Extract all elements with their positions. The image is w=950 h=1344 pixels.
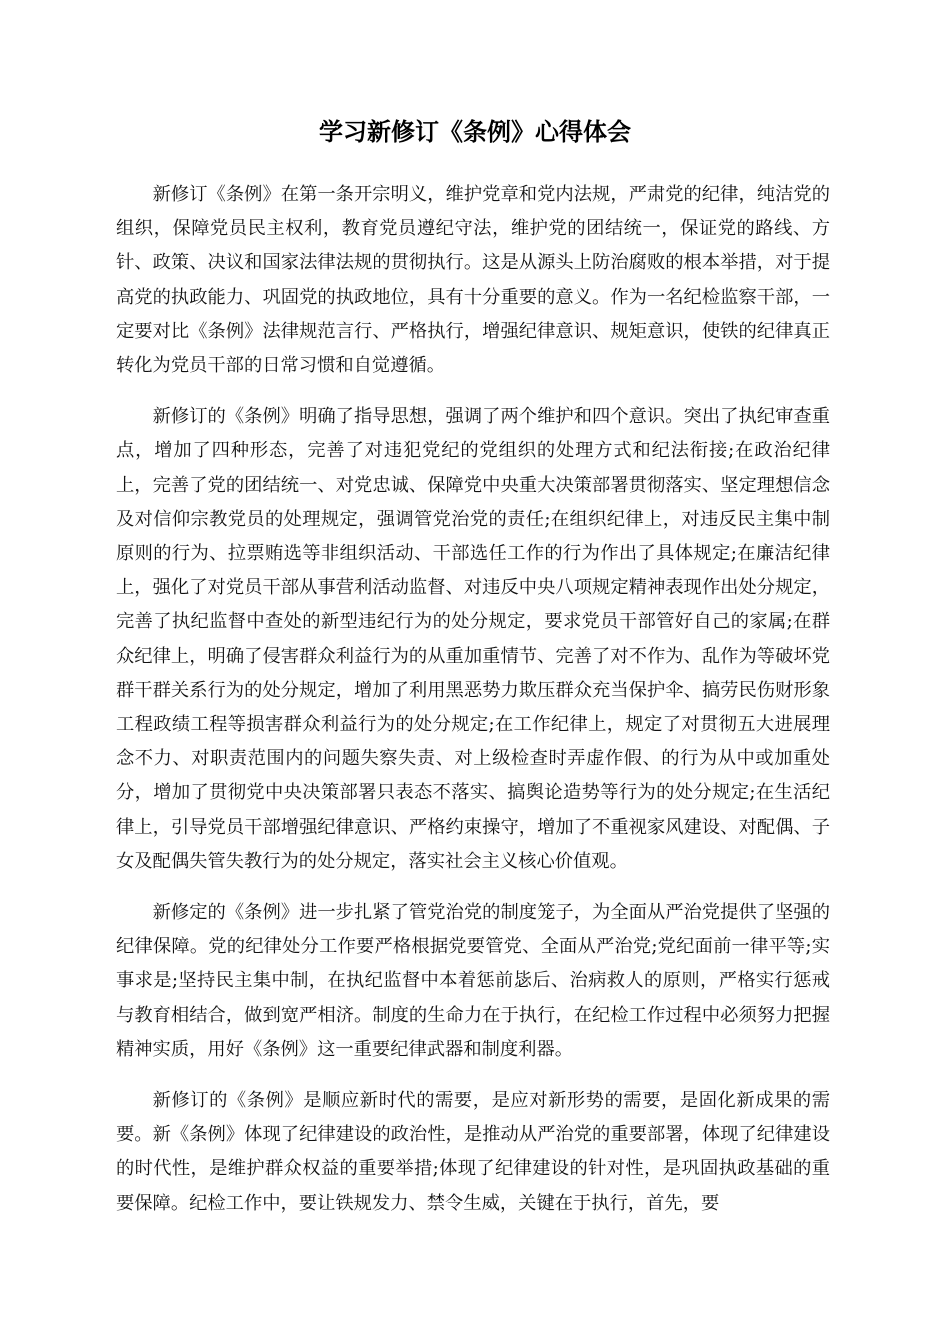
document-body [116, 178, 830, 1238]
paragraph-2: 新修订的《条例》明确了指导思想，强调了两个维护和四个意识。突出了执纪审查重点，增加了四种形态，完善了对违犯党纪的党组织的处理方式和纪法衔接;在政治纪律上，完善了党的团结统一、对党忠诚、保障党中央重大决策部署贯彻落实、坚定理想信念及对信仰宗教党员的处理规定，强调管党治党的责任;在组织纪律上，对违反民主集中制原则的行为、拉票贿选等非组织活动、干部选任工作的行为作出了具体规定;在廉洁纪律上，强化了对党员干部从事营利活动监督、对违反中央八项规定精神表现作出处分规定，完善了执纪监督中查处的新型违纪行为的处分规定，要求党员干部管好自己的家属;在群众纪律上，明确了侵害群众利益行为的从重加重情节、完善了对不作为、乱作为等破坏党群干群关系行为的处分规定，增加了利用黑恶势力欺压群众充当保护伞、搞劳民伤财形象工程政绩工程等损害群众利益行为的处分规定;在工作纪律上，规定了对贯彻五大进展理念不力、对职责范围内的问题失察失责、对上级检查时弄虚作假、的行为从中或加重处分，增加了贯彻党中央决策部署只表态不落实、搞舆论造势等行为的处分规定;在生活纪律上，引导党员干部增强纪律意识、严格约束操守，增加了不重视家风建设、对配偶、子女及配偶失管失教行为的处分规定，落实社会主义核心价值观。 [116, 406, 830, 872]
paragraph-1: 新修订《条例》在第一条开宗明义，维护党章和党内法规，严肃党的纪律，纯洁党的组织，保障党员民主权利，教育党员遵纪守法，维护党的团结统一，保证党的路线、方针、政策、决议和国家法律法规的贯彻执行。这是从源头上防治腐败的根本举措，对于提高党的执政能力、巩固党的执政地位，具有十分重要的意义。作为一名纪检监察干部，一定要对比《条例》法律规范言行、严格执行，增强纪律意识、规矩意识，使铁的纪律真正转化为党员干部的日常习惯和自觉遵循。 [116, 184, 830, 377]
paragraph-4: 新修订的《条例》是顺应新时代的需要，是应对新形势的需要，是固化新成果的需要。新《条例》体现了纪律建设的政治性，是推动从严治党的重要部署，体现了纪律建设的时代性，是维护群众权益的重要举措;体现了纪律建设的针对性，是巩固执政基础的重要保障。纪检工作中，要让铁规发力、禁令生威，关键在于执行，首先，要 [116, 1090, 830, 1214]
paragraph-3: 新修定的《条例》进一步扎紧了管党治党的制度笼子，为全面从严治党提供了坚强的纪律保障。党的纪律处分工作要严格根据党要管党、全面从严治党;党纪面前一律平等;实事求是;坚持民主集中制，在执纪监督中本着惩前毖后、治病救人的原则，严格实行惩戒与教育相结合，做到宽严相济。制度的生命力在于执行，在纪检工作过程中必须努力把握精神实质，用好《条例》这一重要纪律武器和制度利器。 [116, 902, 830, 1060]
document-title: 学习新修订《条例》心得体会 [319, 117, 631, 146]
